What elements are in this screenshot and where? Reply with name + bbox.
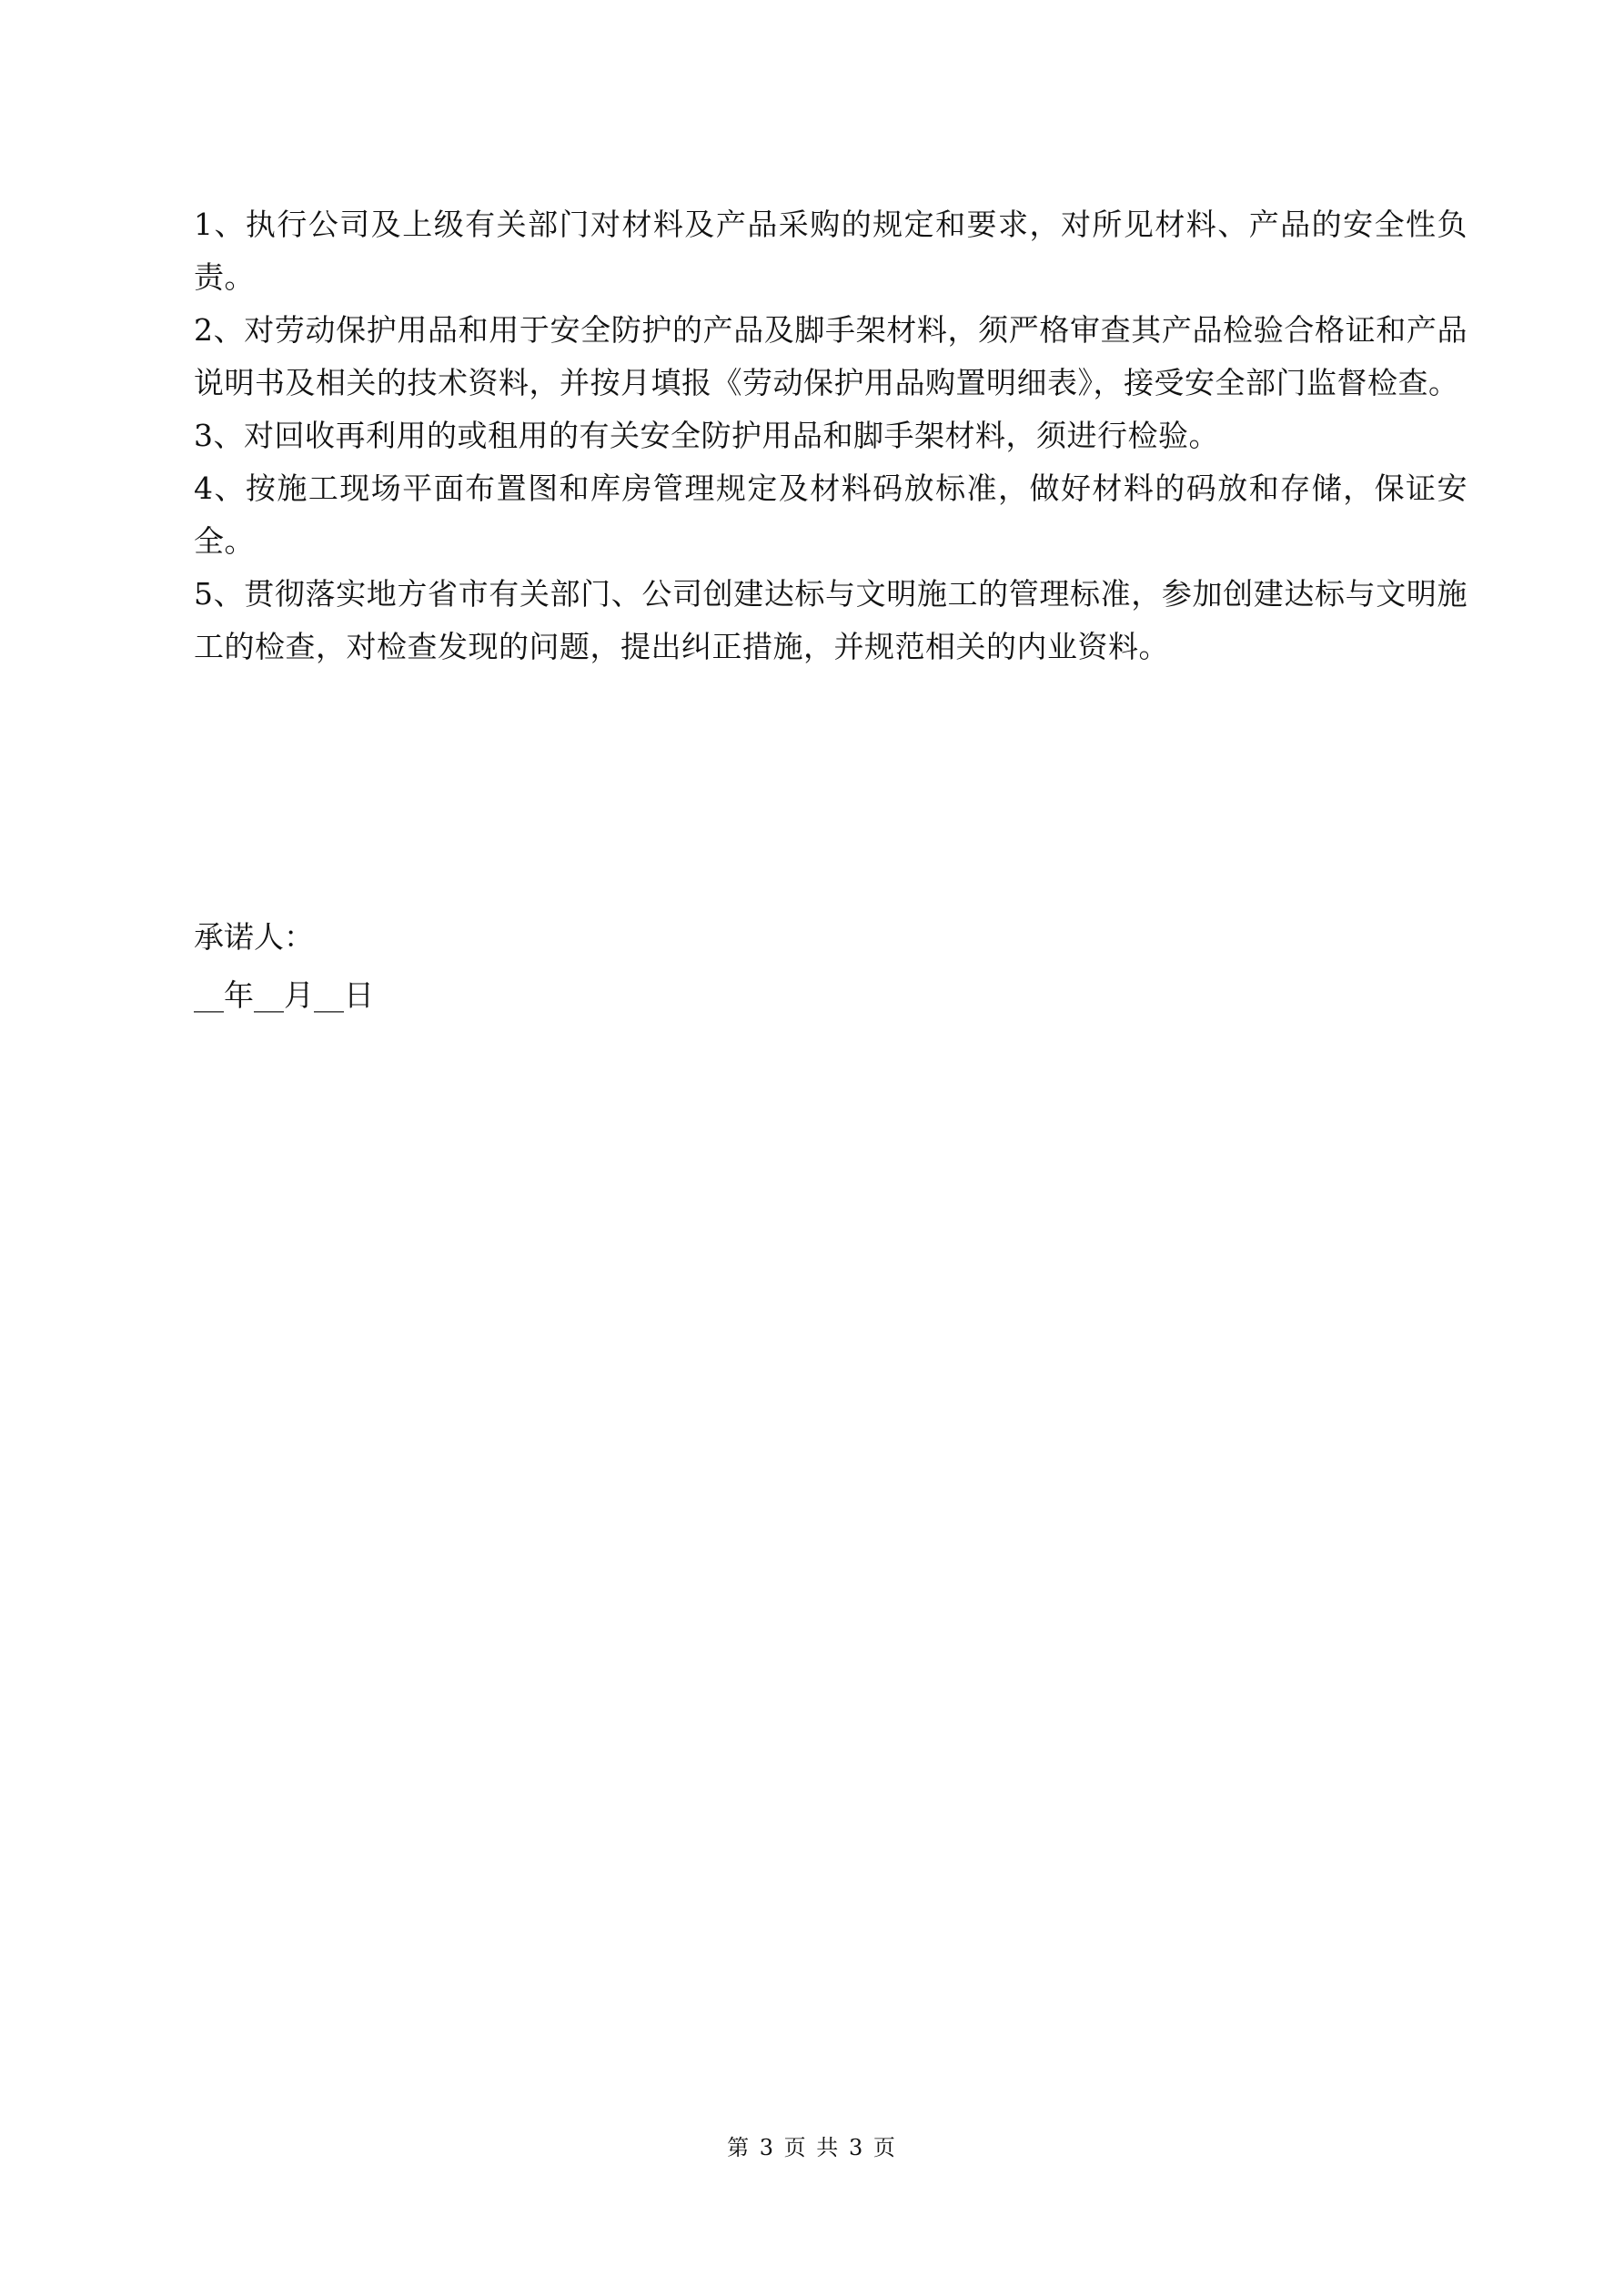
page-number-indicator: 第 3 页 共 3 页: [727, 2135, 897, 2160]
paragraph-item-2: 2、对劳动保护用品和用于安全防护的产品及脚手架材料，须严格审查其产品检验合格证和产品说明书及相关的技术资料，并按月填报《劳动保护用品购置明细表》，接受安全部门监督检查。: [194, 312, 1468, 400]
signature-block: [194, 908, 922, 1025]
document-body: [194, 198, 1468, 673]
page-footer: [0, 2133, 1624, 2162]
paragraph-item-3: 3、对回收再利用的或租用的有关安全防护用品和脚手架材料，须进行检验。: [194, 418, 1219, 453]
paragraph-item-5: 5、贯彻落实地方省市有关部门、公司创建达标与文明施工的管理标准，参加创建达标与文明施工的检查，对检查发现的问题，提出纠正措施，并规范相关的内业资料。: [194, 576, 1468, 664]
date-line: __年__月__日: [194, 977, 374, 1013]
paragraph-item-1: 1、执行公司及上级有关部门对材料及产品采购的规定和要求，对所见材料、产品的安全性负责。: [194, 207, 1468, 295]
paragraph-item-4: 4、按施工现场平面布置图和库房管理规定及材料码放标准，做好材料的码放和存储，保证安全。: [194, 470, 1468, 559]
promisor-label: 承诺人：: [194, 919, 314, 955]
